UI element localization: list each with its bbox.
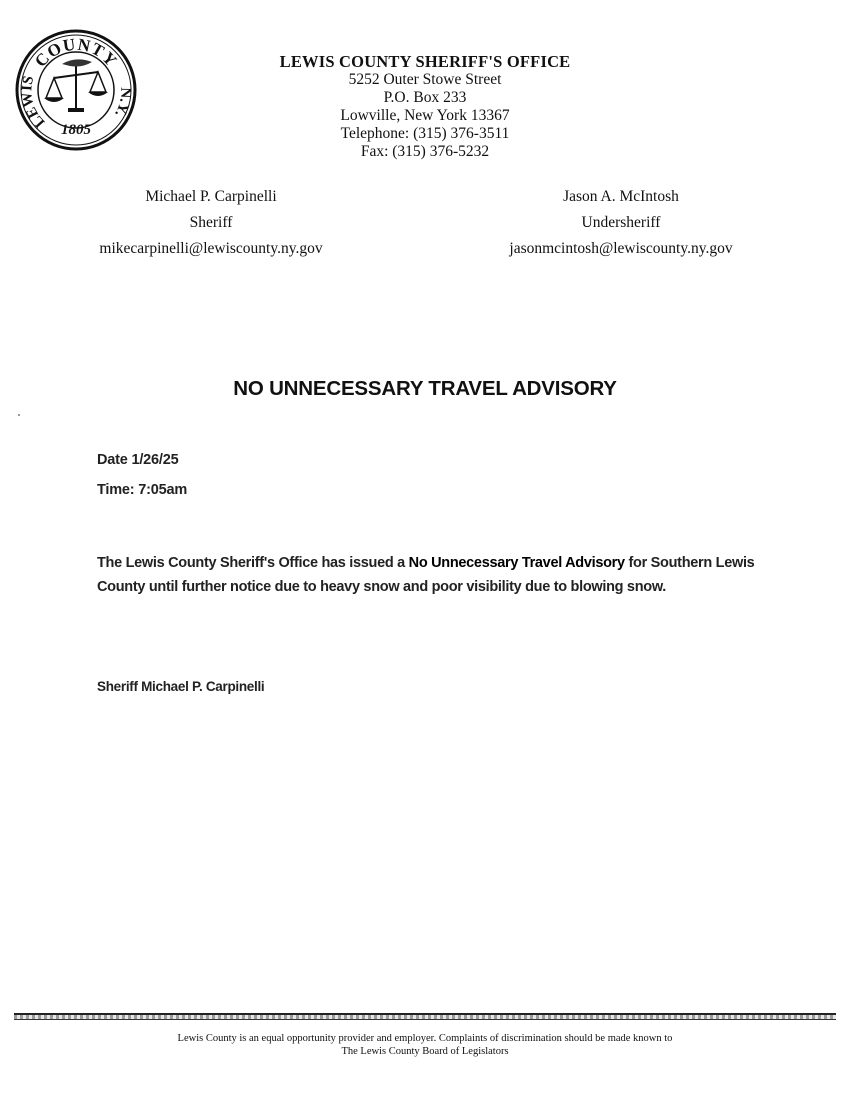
svg-text:N.Y.: N.Y. bbox=[111, 87, 134, 120]
advisory-body-intro: The Lewis County Sheriff's Office has issued a bbox=[97, 555, 409, 571]
undersheriff-name: Jason A. McIntosh bbox=[563, 188, 679, 205]
sheriff-title: Sheriff bbox=[189, 214, 233, 231]
undersheriff-email[interactable]: jasonmcintosh@lewiscounty.ny.gov bbox=[509, 240, 733, 257]
advisory-time: Time: 7:05am bbox=[97, 482, 188, 498]
telephone: Telephone: (315) 376-3511 bbox=[340, 125, 510, 142]
undersheriff-block bbox=[490, 184, 752, 262]
advisory-body bbox=[97, 551, 777, 599]
letterhead-address-block bbox=[240, 53, 610, 161]
advisory-date: Date 1/26/25 bbox=[97, 452, 179, 468]
footer-divider bbox=[14, 1013, 836, 1020]
advisory-body-detail: for Southern Lewis County until further notice due to heavy snow and poor visibility due to blowing snow. bbox=[97, 555, 755, 595]
sheriff-block bbox=[66, 184, 356, 262]
svg-text:COUNTY: COUNTY bbox=[30, 34, 122, 71]
undersheriff-title: Undersheriff bbox=[581, 214, 661, 231]
office-name: LEWIS COUNTY SHERIFF'S OFFICE bbox=[279, 52, 571, 71]
advisory-body-emphasis: No Unnecessary Travel Advisory bbox=[408, 555, 625, 571]
sheriff-name: Michael P. Carpinelli bbox=[145, 188, 277, 205]
svg-text:1805: 1805 bbox=[61, 122, 91, 138]
svg-text:LEWIS: LEWIS bbox=[18, 74, 49, 131]
footer-line-2: The Lewis County Board of Legislators bbox=[341, 1046, 509, 1057]
fax: Fax: (315) 376-5232 bbox=[360, 143, 490, 160]
footer-line-1: Lewis County is an equal opportunity provider and employer. Complaints of discrimination should be made known to bbox=[177, 1033, 673, 1044]
signature: Sheriff Michael P. Carpinelli bbox=[97, 679, 265, 694]
county-seal-logo bbox=[14, 28, 138, 152]
advisory-headline: NO UNNECESSARY TRAVEL ADVISORY bbox=[233, 377, 617, 400]
sheriff-email[interactable]: mikecarpinelli@lewiscounty.ny.gov bbox=[99, 240, 323, 257]
street-address: 5252 Outer Stowe Street bbox=[348, 71, 502, 88]
po-box: P.O. Box 233 bbox=[383, 89, 467, 106]
footer-notice bbox=[60, 1032, 790, 1058]
scan-speck bbox=[18, 414, 20, 416]
city-state-zip: Lowville, New York 13367 bbox=[340, 107, 510, 124]
